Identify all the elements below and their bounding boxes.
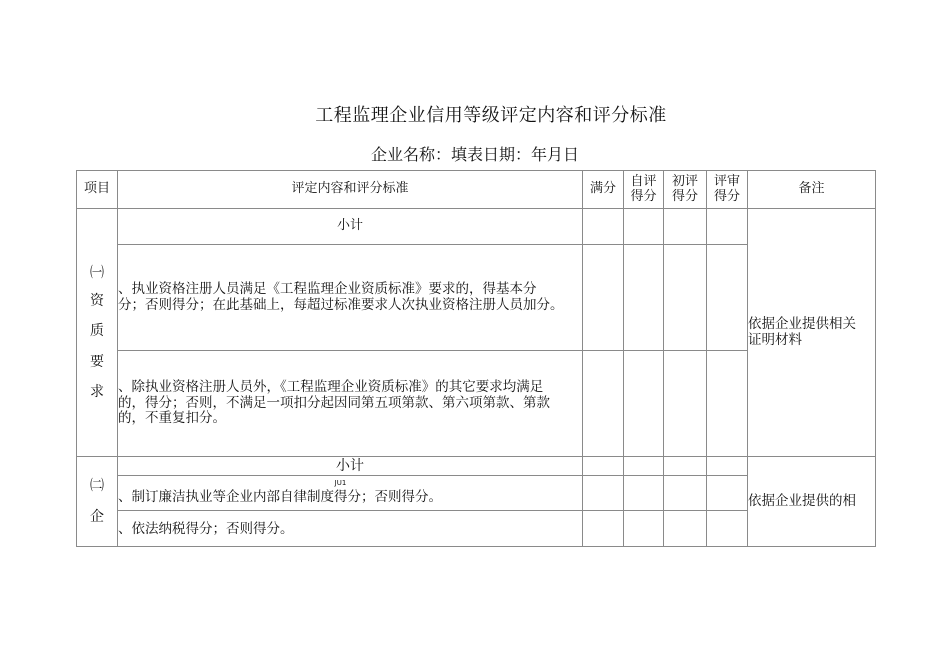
section1-subtotal-row [77,209,876,245]
score-cell[interactable] [624,209,664,245]
score-cell[interactable] [583,457,624,476]
section1-remarks-line1: 依据企业提供相关 [748,315,856,332]
section2-remarks: 依据企业提供的相 [748,457,876,547]
header-initial-score-line2: 得分 [671,188,698,204]
section1-label-char: 质 [90,323,104,340]
section2-criterion-2: 、依法纳税得分；否则得分。 [118,511,583,547]
section1-label-char: 资 [90,293,104,310]
scoring-table [76,170,876,547]
criterion-line: 、制订廉洁执业等企业内部自律制度得分；否则得分。 [118,489,442,505]
score-cell[interactable] [664,476,707,511]
score-cell[interactable] [583,245,624,351]
score-cell[interactable] [624,457,664,476]
criterion-line: 的，得分；否则，不满足一项扣分起因同第五项第款、第六项第款、第款 [118,394,550,411]
section2-criterion-1 [118,476,583,511]
criterion-line: 、除执业资格注册人员外，《工程监理企业资质标准》的其它要求均满足 [118,379,544,396]
header-self-score-line1: 自评 [630,173,657,189]
document-subtitle: 企业名称：填表日期：年月日 [370,145,579,164]
header-initial-score-line1: 初评 [671,173,698,189]
score-cell[interactable] [707,476,748,511]
score-cell[interactable] [624,476,664,511]
score-cell[interactable] [707,209,748,245]
header-item: 项目 [77,171,118,209]
score-cell[interactable] [707,245,748,351]
criterion-line: 、执业资格注册人员满足《工程监理企业资质标准》要求的，得基本分 [118,280,537,297]
header-review-score [707,171,748,209]
section2-label-char: ㈡ [90,478,104,495]
section2-subtotal [118,457,583,476]
section1-label-char: ㈠ [90,265,104,282]
header-full-score [583,171,624,209]
header-self-score-line2: 得分 [630,188,657,204]
score-cell[interactable] [624,351,664,457]
section1-subtotal: 小计 [118,209,583,245]
section2-subtotal-mark: JU1 [334,479,347,487]
header-review-score-line1: 评审 [713,173,740,189]
score-cell[interactable] [583,209,624,245]
section1-criterion-2 [118,351,583,457]
header-self-score [624,171,664,209]
score-cell[interactable] [583,351,624,457]
section1-label-char: 要 [90,353,104,370]
section1-label-char: 求 [90,383,104,400]
score-cell[interactable] [664,245,707,351]
document-title: 工程监理企业信用等级评定内容和评分标准 [315,105,667,126]
header-initial-score [664,171,707,209]
score-cell[interactable] [707,351,748,457]
criterion-line: 的，不重复扣分。 [118,410,226,427]
header-remarks: 备注 [748,171,876,209]
section2-label [77,457,118,547]
score-cell[interactable] [583,476,624,511]
score-cell[interactable] [583,511,624,547]
section2-label-char: 企 [90,508,104,525]
score-cell[interactable] [664,351,707,457]
section2-subtotal-label: 小计 [336,458,364,474]
section1-label [77,209,118,457]
header-content: 评定内容和评分标准 [118,171,583,209]
header-full-score-label: 满分 [589,181,616,197]
header-review-score-line2: 得分 [713,188,740,204]
table-header-row [77,171,876,209]
score-cell[interactable] [707,511,748,547]
criterion-line: 分；否则得分；在此基础上，每超过标准要求人次执业资格注册人员加分。 [118,296,564,313]
section1-criterion-1 [118,245,583,351]
score-cell[interactable] [707,457,748,476]
score-cell[interactable] [664,457,707,476]
section1-remarks-line2: 证明材料 [748,331,802,348]
section2-subtotal-row [77,457,876,476]
score-cell[interactable] [624,511,664,547]
section1-remarks [748,209,876,457]
score-cell[interactable] [624,245,664,351]
score-cell[interactable] [664,209,707,245]
score-cell[interactable] [664,511,707,547]
